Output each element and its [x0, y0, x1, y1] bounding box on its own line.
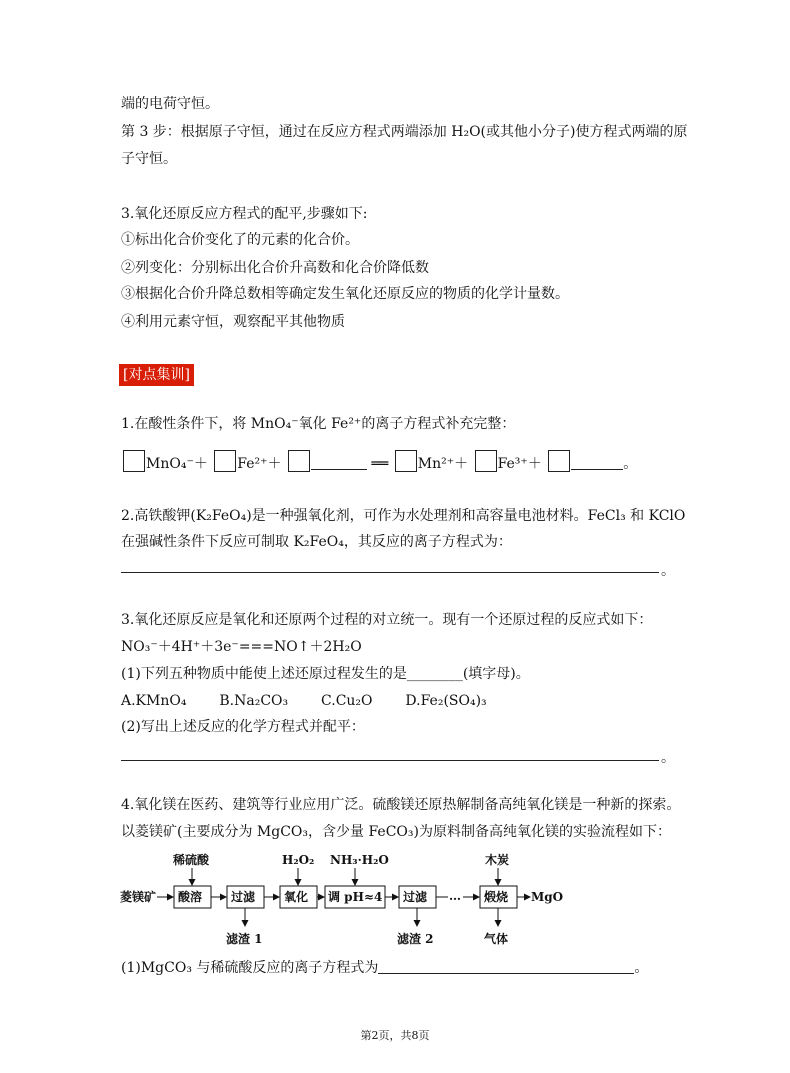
flow-step-5: 过滤	[403, 890, 428, 904]
flow-start: 菱镁矿	[120, 890, 157, 904]
q4-line-1: 4.氧化镁在医药、建筑等行业应用广泛。硫酸镁还原热解制备高纯氧化镁是一种新的探索。	[121, 797, 681, 813]
q2-end: 。	[661, 563, 675, 579]
q3-equation: NO₃⁻＋4H⁺＋3e⁻===NO↑＋2H₂O	[121, 639, 362, 655]
q3-option-d[interactable]: D.Fe₂(SO₄)₃	[405, 693, 487, 709]
q3-stem: 3.氧化还原反应是氧化和还原两个过程的对立统一。现有一个还原过程的反应式如下：	[121, 612, 653, 628]
q1-term-mn2: Mn²⁺＋	[417, 456, 469, 472]
intro-line-3: 子守恒。	[121, 151, 177, 167]
flow-step-2: 过滤	[231, 890, 256, 904]
q4-part-1-text: (1)MgCO₃ 与稀硫酸反应的离子方程式为	[121, 960, 379, 976]
q3-part-2: (2)写出上述反应的化学方程式并配平：	[121, 719, 365, 735]
page-number: 第2页，共8页	[360, 1029, 430, 1042]
flow-step-6: 煅烧	[484, 890, 509, 904]
q4-part-1-blank[interactable]	[378, 959, 634, 974]
flow-ellipsis: …	[449, 889, 461, 903]
flow-output-1: 滤渣 1	[226, 932, 263, 946]
q1-term-fe2: Fe²⁺＋	[237, 456, 282, 472]
flow-input-3: NH₃·H₂O	[330, 853, 389, 867]
q4-line-2: 以菱镁矿(主要成分为 MgCO₃，含少量 FeCO₃)为原料制备高纯氧化镁的实验流程如下：	[121, 824, 671, 840]
q3-option-b[interactable]: B.Na₂CO₃	[219, 693, 289, 709]
q1-term-fe3: Fe³⁺＋	[497, 456, 542, 472]
q3-option-a[interactable]: A.KMnO₄	[121, 693, 187, 709]
section-3-title: 3.氧化还原反应方程式的配平,步骤如下:	[121, 206, 368, 222]
flow-output-3: 气体	[484, 932, 509, 946]
flow-output-2: 滤渣 2	[397, 932, 434, 946]
q1-stem: 1.在酸性条件下，将 MnO₄⁻氧化 Fe²⁺的离子方程式补充完整：	[121, 416, 516, 432]
flow-step-1: 酸溶	[178, 890, 203, 904]
q4-part-1-end: 。	[634, 960, 649, 976]
exercise-tag: [对点集训]	[119, 364, 194, 386]
intro-line-2: 第 3 步：根据原子守恒，通过在反应方程式两端添加 H₂O(或其他小分子)使方程式两端的原	[121, 124, 688, 140]
flow-step-3: 氧化	[284, 890, 309, 904]
step-2: ②列变化：分别标出化合价升高数和化合价降低数	[121, 260, 429, 276]
step-4: ④利用元素守恒，观察配平其他物质	[121, 314, 345, 330]
flow-product: MgO	[531, 890, 564, 904]
flow-step-4: 调 pH≈4	[328, 890, 383, 904]
flow-input-1: 稀硫酸	[173, 853, 210, 867]
q2-line-1: 2.高铁酸钾(K₂FeO₄)是一种强氧化剂，可作为水处理剂和高容量电池材料。FeCl₃ 和 KClO	[121, 508, 686, 524]
q3-end: 。	[661, 750, 675, 766]
flow-input-2: H₂O₂	[282, 853, 315, 867]
q1-term-mno4: MnO₄⁻＋	[146, 456, 208, 472]
q1-end: 。	[623, 456, 638, 472]
q4-part-1	[121, 958, 648, 978]
step-3: ③根据化合价升降总数相等确定发生氧化还原反应的物质的化学计量数。	[121, 286, 569, 302]
q3-option-c[interactable]: C.Cu₂O	[321, 693, 373, 709]
q2-line-2: 在强碱性条件下反应可制取 K₂FeO₄，其反应的离子方程式为：	[121, 534, 512, 550]
q1-equal-sign: ══	[371, 456, 393, 472]
q3-part-1: (1)下列五种物质中能使上述还原过程发生的是________(填字母)。	[121, 666, 530, 682]
step-1: ①标出化合价变化了的元素的化合价。	[121, 232, 359, 248]
intro-line-1: 端的电荷守恒。	[121, 96, 219, 112]
flow-input-4: 木炭	[485, 853, 510, 867]
